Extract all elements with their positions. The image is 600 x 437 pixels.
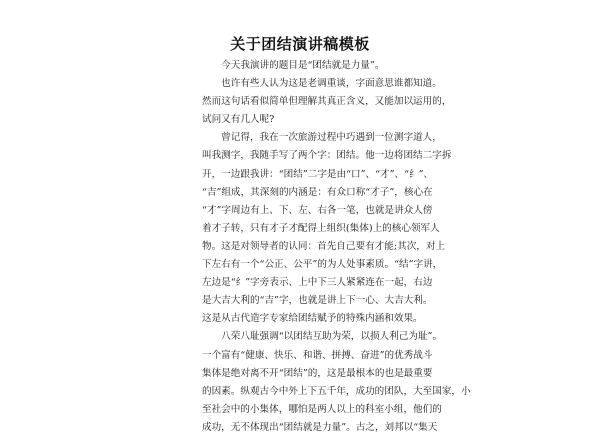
text-line: 一个富有“健康、快乐、和谐、拼搏、奋进”的优秀战斗 [202,349,433,361]
text-line: 左边是“纟”字旁表示、上中下三人紧紧连在一起，右边 [202,277,433,289]
text-line: 至社会中的小集体，哪怕是两人以上的科室小组，他们的 [202,403,442,415]
text-line: 物。这是对领导者的认同：首先自己要有才能;其次，对上 [202,240,446,252]
text-line: 曾记得，我在一次旅游过程中巧遇到一位测字道人， [202,132,442,144]
text-line: 叫我测字，我随手写了两个字：团结。他一边将团结二字拆 [202,150,452,162]
document-body [202,57,471,437]
text-line: “吉”组成，其深刻的内涵是：有众口称“才子”，核心在 [202,186,433,198]
text-line: 试问又有几人呢? [202,114,275,126]
text-line: 也许有些人认为这是老调重谈，字面意思谁都知道。 [202,78,442,90]
text-line: 集体是绝对离不开“团结”的，这是最根本的也是最重要 [202,367,433,379]
text-line: “才”字周边有上、下、左、右各一笔，也就是讲众人傍 [202,204,433,216]
text-line: 是大吉大利的“吉”字，也就是讲上下一心、大吉大利。 [202,295,433,307]
text-line: 着才子转，只有才子才配得上组织(集体)上的核心领军人 [202,222,440,234]
text-line: 的因素。纵观古今中外上下五千年，成功的团队，大至国家，小 [202,385,471,397]
text-line: 成功，无不体现出“团结就是力量”。古之，刘邦以“集天 [202,421,438,433]
text-line: 这是从古代造字专家给团结赋予的特殊内涵和效果。 [202,313,423,325]
text-line: 然而这句话看似简单但理解其真正含义，又能加以运用的， [202,96,452,108]
document-title: 关于团结演讲稿模板 [230,35,370,53]
text-line: 八荣八耻强调“以团结互助为荣，以损人利己为耻”。 [202,331,443,343]
text-line: 今天我演讲的题目是“团结就是力量”。 [202,60,385,71]
text-line: 下左右有一个“公正、公平”的为人处事素质。“结”字讲， [202,259,443,271]
text-line: 开，一边跟我讲：“团结”二字是由“口”、“才”、“纟”、 [202,168,434,180]
